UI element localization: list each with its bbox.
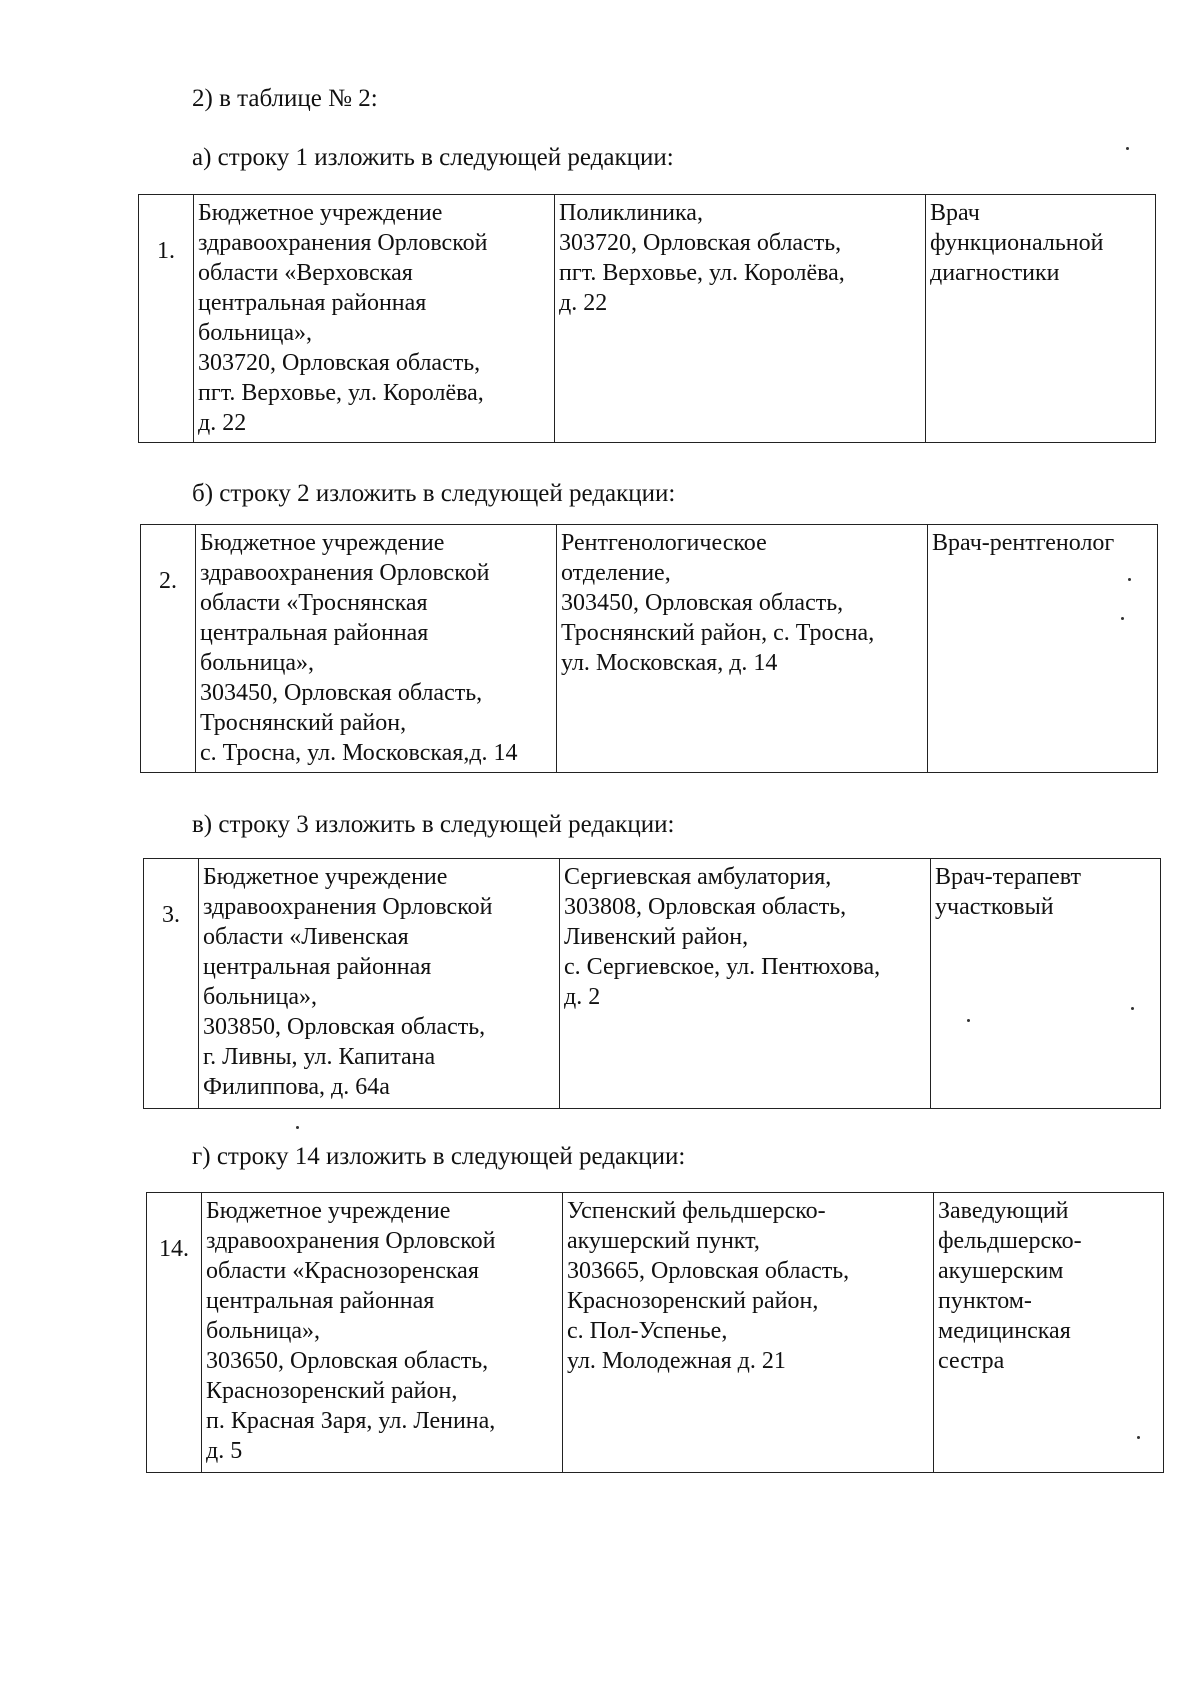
- subdivision-cell: Успенский фельдшерско- акушерский пункт, 303665, Орловская область, Краснозоренский район, с. Пол-Успенье, ул. Молодежная д. 21: [563, 1193, 934, 1473]
- subdivision-cell: Сергиевская амбулатория, 303808, Орловская область, Ливенский район, с. Сергиевское, ул. Пентюхова, д. 2: [560, 859, 931, 1109]
- intro-line: 2) в таблице № 2:: [192, 85, 378, 112]
- section-heading-g: г) строку 14 изложить в следующей редакции:: [192, 1143, 686, 1170]
- scan-speck: [1131, 1007, 1134, 1010]
- row-number-cell: 1.: [139, 195, 194, 443]
- section-heading-b: б) строку 2 изложить в следующей редакции:: [192, 480, 676, 507]
- scan-speck: [1137, 1436, 1140, 1439]
- position-cell: Заведующий фельдшерско- акушерским пунктом- медицинская сестра: [934, 1193, 1164, 1473]
- row-number-cell: 3.: [144, 859, 199, 1109]
- position-cell: Врач-терапевт участковый: [931, 859, 1161, 1109]
- table-row-1: [138, 194, 1156, 443]
- subdivision-cell: Поликлиника, 303720, Орловская область, пгт. Верховье, ул. Королёва, д. 22: [555, 195, 926, 443]
- institution-cell: Бюджетное учреждение здравоохранения Орловской области «Верховская центральная районная больница», 303720, Орловская область, пгт. Верховье, ул. Королёва, д. 22: [194, 195, 555, 443]
- scan-speck: [967, 1019, 970, 1022]
- position-cell: Врач функциональной диагностики: [926, 195, 1156, 443]
- table-row-14: [146, 1192, 1164, 1473]
- subdivision-cell: Рентгенологическое отделение, 303450, Орловская область, Троснянский район, с. Тросна, ул. Московская, д. 14: [557, 525, 928, 773]
- position-cell: Врач-рентгенолог: [928, 525, 1158, 773]
- table-row-2: [140, 524, 1158, 773]
- scan-speck: [1128, 578, 1131, 581]
- section-heading-v: в) строку 3 изложить в следующей редакции:: [192, 811, 675, 838]
- table-row-3: [143, 858, 1161, 1109]
- section-heading-a: а) строку 1 изложить в следующей редакции:: [192, 144, 674, 171]
- institution-cell: Бюджетное учреждение здравоохранения Орловской области «Троснянская центральная районная больница», 303450, Орловская область, Троснянский район, с. Тросна, ул. Московская,д. 14: [196, 525, 557, 773]
- institution-cell: Бюджетное учреждение здравоохранения Орловской области «Краснозоренская центральная районная больница», 303650, Орловская область, Краснозоренский район, п. Красная Заря, ул. Ленина, д. 5: [202, 1193, 563, 1473]
- scan-speck: [1126, 147, 1129, 150]
- institution-cell: Бюджетное учреждение здравоохранения Орловской области «Ливенская центральная районная больница», 303850, Орловская область, г. Ливны, ул. Капитана Филиппова, д. 64а: [199, 859, 560, 1109]
- row-number-cell: 14.: [147, 1193, 202, 1473]
- row-number-cell: 2.: [141, 525, 196, 773]
- scan-speck: [296, 1126, 299, 1129]
- scan-speck: [1121, 617, 1124, 620]
